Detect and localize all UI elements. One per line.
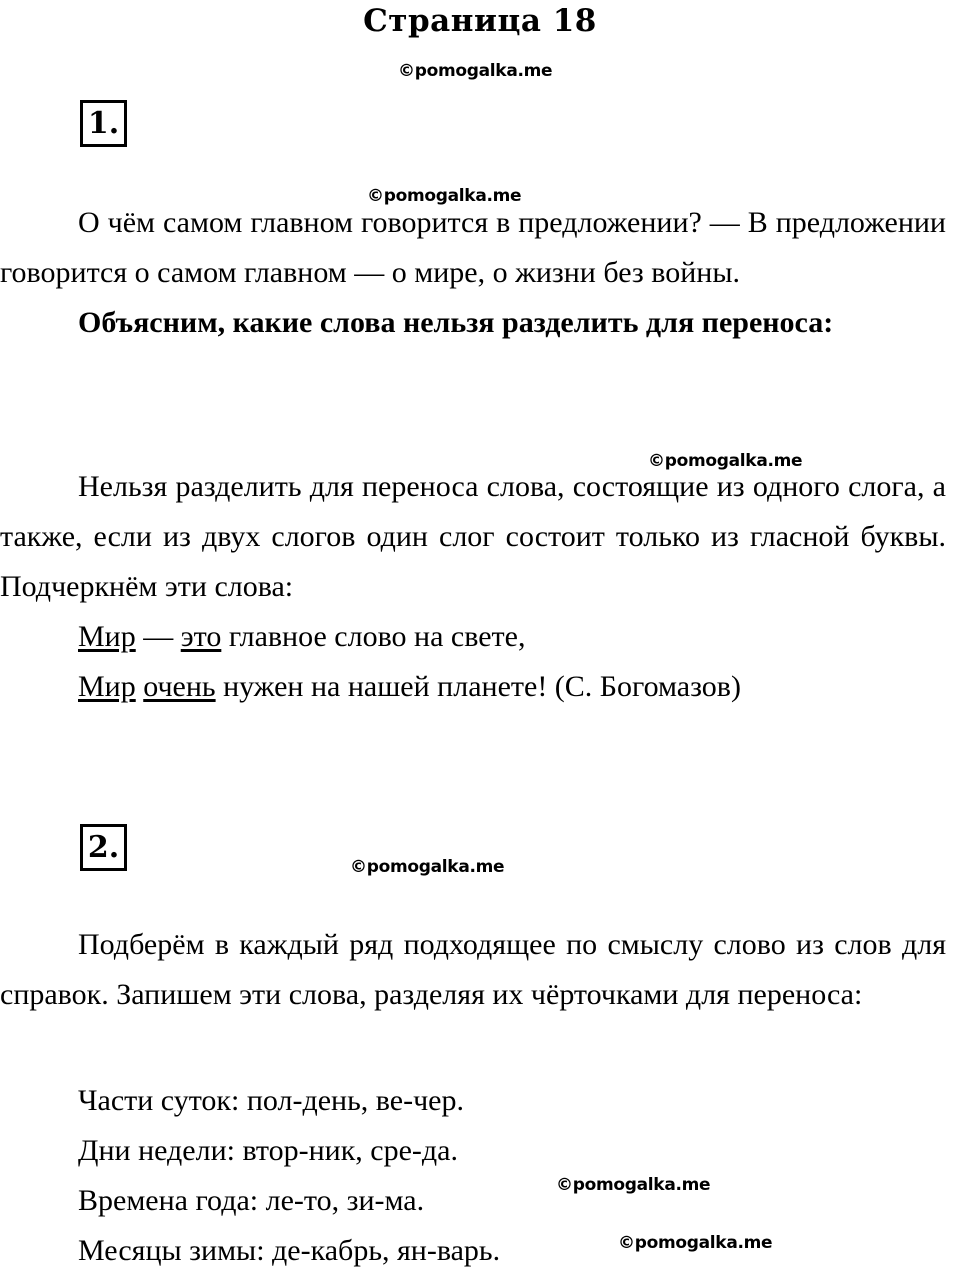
page-title: Страница 18 (363, 3, 597, 39)
exercise-1-rule (0, 462, 946, 612)
watermark: ©pomogalka.me (648, 451, 803, 471)
exercise-number-1: 1. (80, 100, 127, 147)
watermark: ©pomogalka.me (398, 61, 553, 81)
exercise-1-answer-paragraph: О чём самом главном говорится в предложении? — В предложении говорится о самом главном — о мире, о жизни без войны. (0, 206, 946, 289)
exercise-2-task-paragraph: Подберём в каждый ряд подходящее по смыслу слово из слов для справок. Запишем эти слова, разделяя их чёрточками для переноса: (0, 928, 946, 1011)
answer-line: Части суток: пол-день, ве-чер. (78, 1084, 464, 1117)
poem-underlined-word: это (180, 620, 222, 653)
exercise-1-heading: Объясним, какие слова нельзя разделить для переноса: (78, 306, 834, 339)
watermark: ©pomogalka.me (367, 186, 522, 206)
poem-text: — (135, 620, 181, 653)
poem-line (0, 662, 946, 712)
exercise-number-2: 2. (80, 824, 127, 871)
exercise-1-body (0, 198, 946, 348)
exercise-2-body (0, 920, 946, 1020)
exercise-1-rule-paragraph: Нельзя разделить для переноса слова, состоящие из одного слога, а также, если из двух слогов один слог состоит только из гласной буквы. Подчеркнём эти слова: (0, 470, 946, 603)
watermark: ©pomogalka.me (618, 1233, 773, 1253)
poem-underlined-word: Мир (78, 670, 136, 703)
poem-text: нужен на нашей планете! (С. Богомазов) (215, 670, 741, 703)
exercise-1-poem (0, 612, 946, 712)
poem-text: главное слово на свете, (221, 620, 526, 653)
poem-underlined-word: очень (143, 670, 216, 703)
watermark: ©pomogalka.me (556, 1175, 711, 1195)
answer-line: Времена года: ле-то, зи-ма. (78, 1184, 425, 1217)
poem-underlined-word: Мир (78, 620, 136, 653)
watermark: ©pomogalka.me (350, 857, 505, 877)
answer-line: Месяцы зимы: де-кабрь, ян-варь. (78, 1234, 501, 1267)
exercise-2-answers (0, 1076, 946, 1276)
poem-line (0, 612, 946, 662)
answer-line: Дни недели: втор-ник, сре-да. (78, 1134, 458, 1167)
